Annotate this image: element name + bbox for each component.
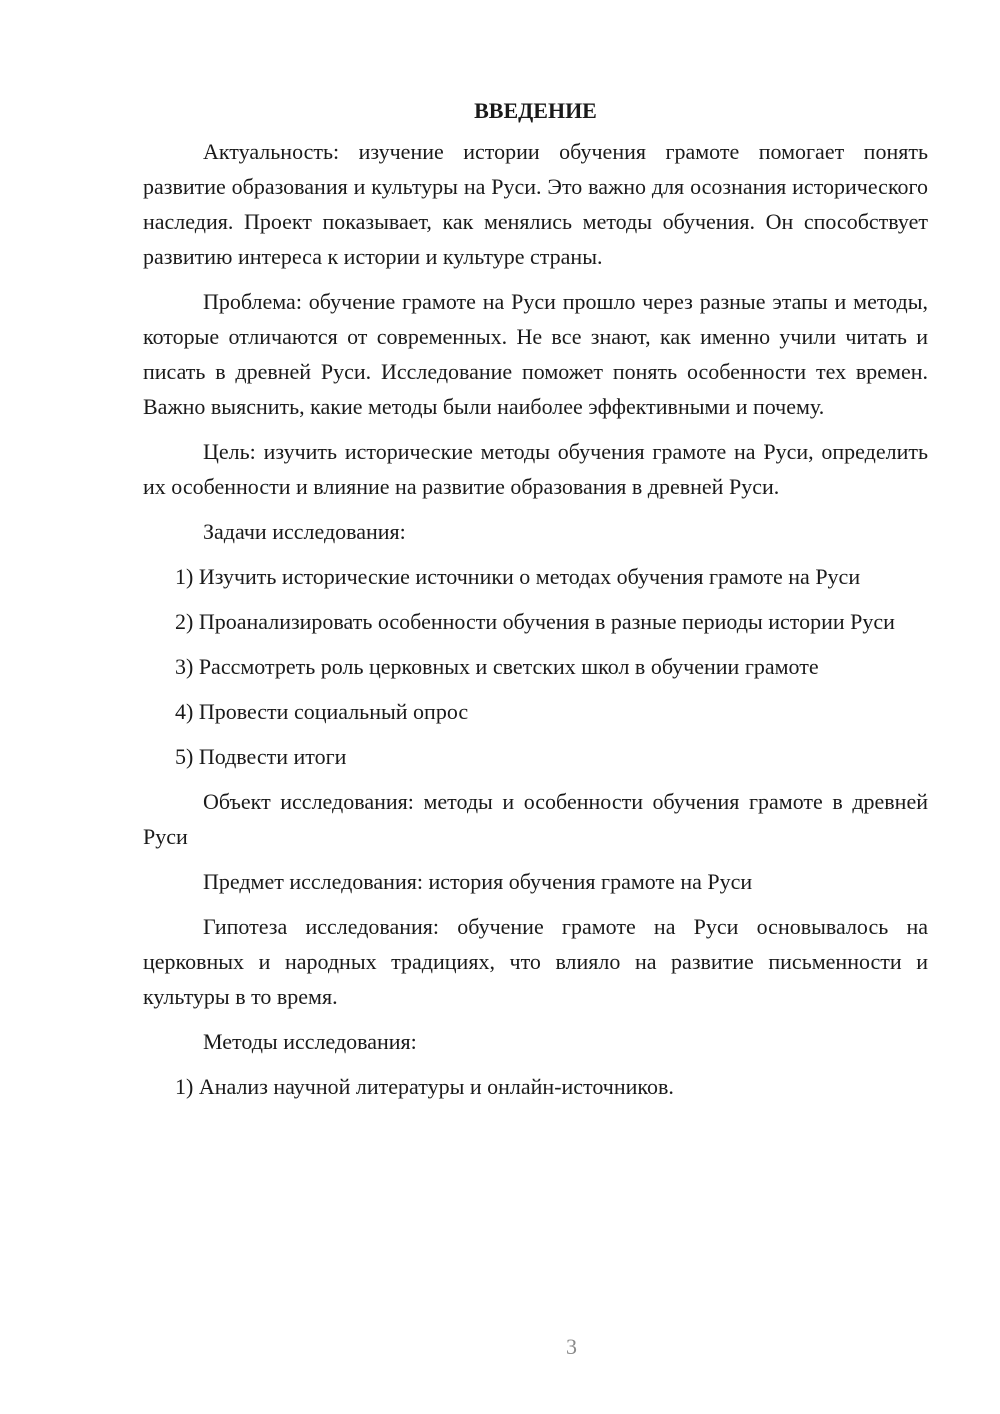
hypothesis-paragraph: Гипотеза исследования: обучение грамоте на Руси основывалось на церковных и народных традициях, что влияло на развитие письменности и культуры в то время.: [143, 914, 928, 1009]
task-item: 2) Проанализировать особенности обучения в разные периоды истории Руси: [175, 609, 895, 634]
page-number: [143, 1334, 928, 1360]
page-number-text: 3: [566, 1334, 577, 1359]
task-item: 5) Подвести итоги: [175, 744, 347, 769]
methods-title: Методы исследования:: [203, 1029, 417, 1054]
problem-paragraph: Проблема: обучение грамоте на Руси прошло через разные этапы и методы, которые отличаются от современных. Не все знают, как именно учили читать и писать в древней Руси. Исследование поможет понять особенности тех времен. Важно выяснить, какие методы были наиболее эффективными и почему.: [143, 289, 928, 419]
section-heading: ВВЕДЕНИЕ: [474, 98, 597, 123]
task-item: 3) Рассмотреть роль церковных и светских школ в обучении грамоте: [175, 654, 819, 679]
subject-paragraph: Предмет исследования: история обучения грамоте на Руси: [203, 869, 753, 894]
relevance-paragraph: Актуальность: изучение истории обучения грамоте помогает понять развитие образования и культуры на Руси. Это важно для осознания исторического наследия. Проект показывает, как менялись методы обучения. Он способствует развитию интереса к истории и культуре страны.: [143, 139, 928, 269]
task-item: 4) Провести социальный опрос: [175, 699, 469, 724]
method-item: 1) Анализ научной литературы и онлайн-источников.: [175, 1074, 674, 1099]
object-paragraph: Объект исследования: методы и особенности обучения грамоте в древней Руси: [143, 789, 928, 849]
tasks-title: Задачи исследования:: [203, 519, 406, 544]
task-item: 1) Изучить исторические источники о методах обучения грамоте на Руси: [175, 564, 861, 589]
goal-paragraph: Цель: изучить исторические методы обучения грамоте на Руси, определить их особенности и влияние на развитие образования в древней Руси.: [143, 439, 928, 499]
document-page: [143, 96, 928, 1114]
